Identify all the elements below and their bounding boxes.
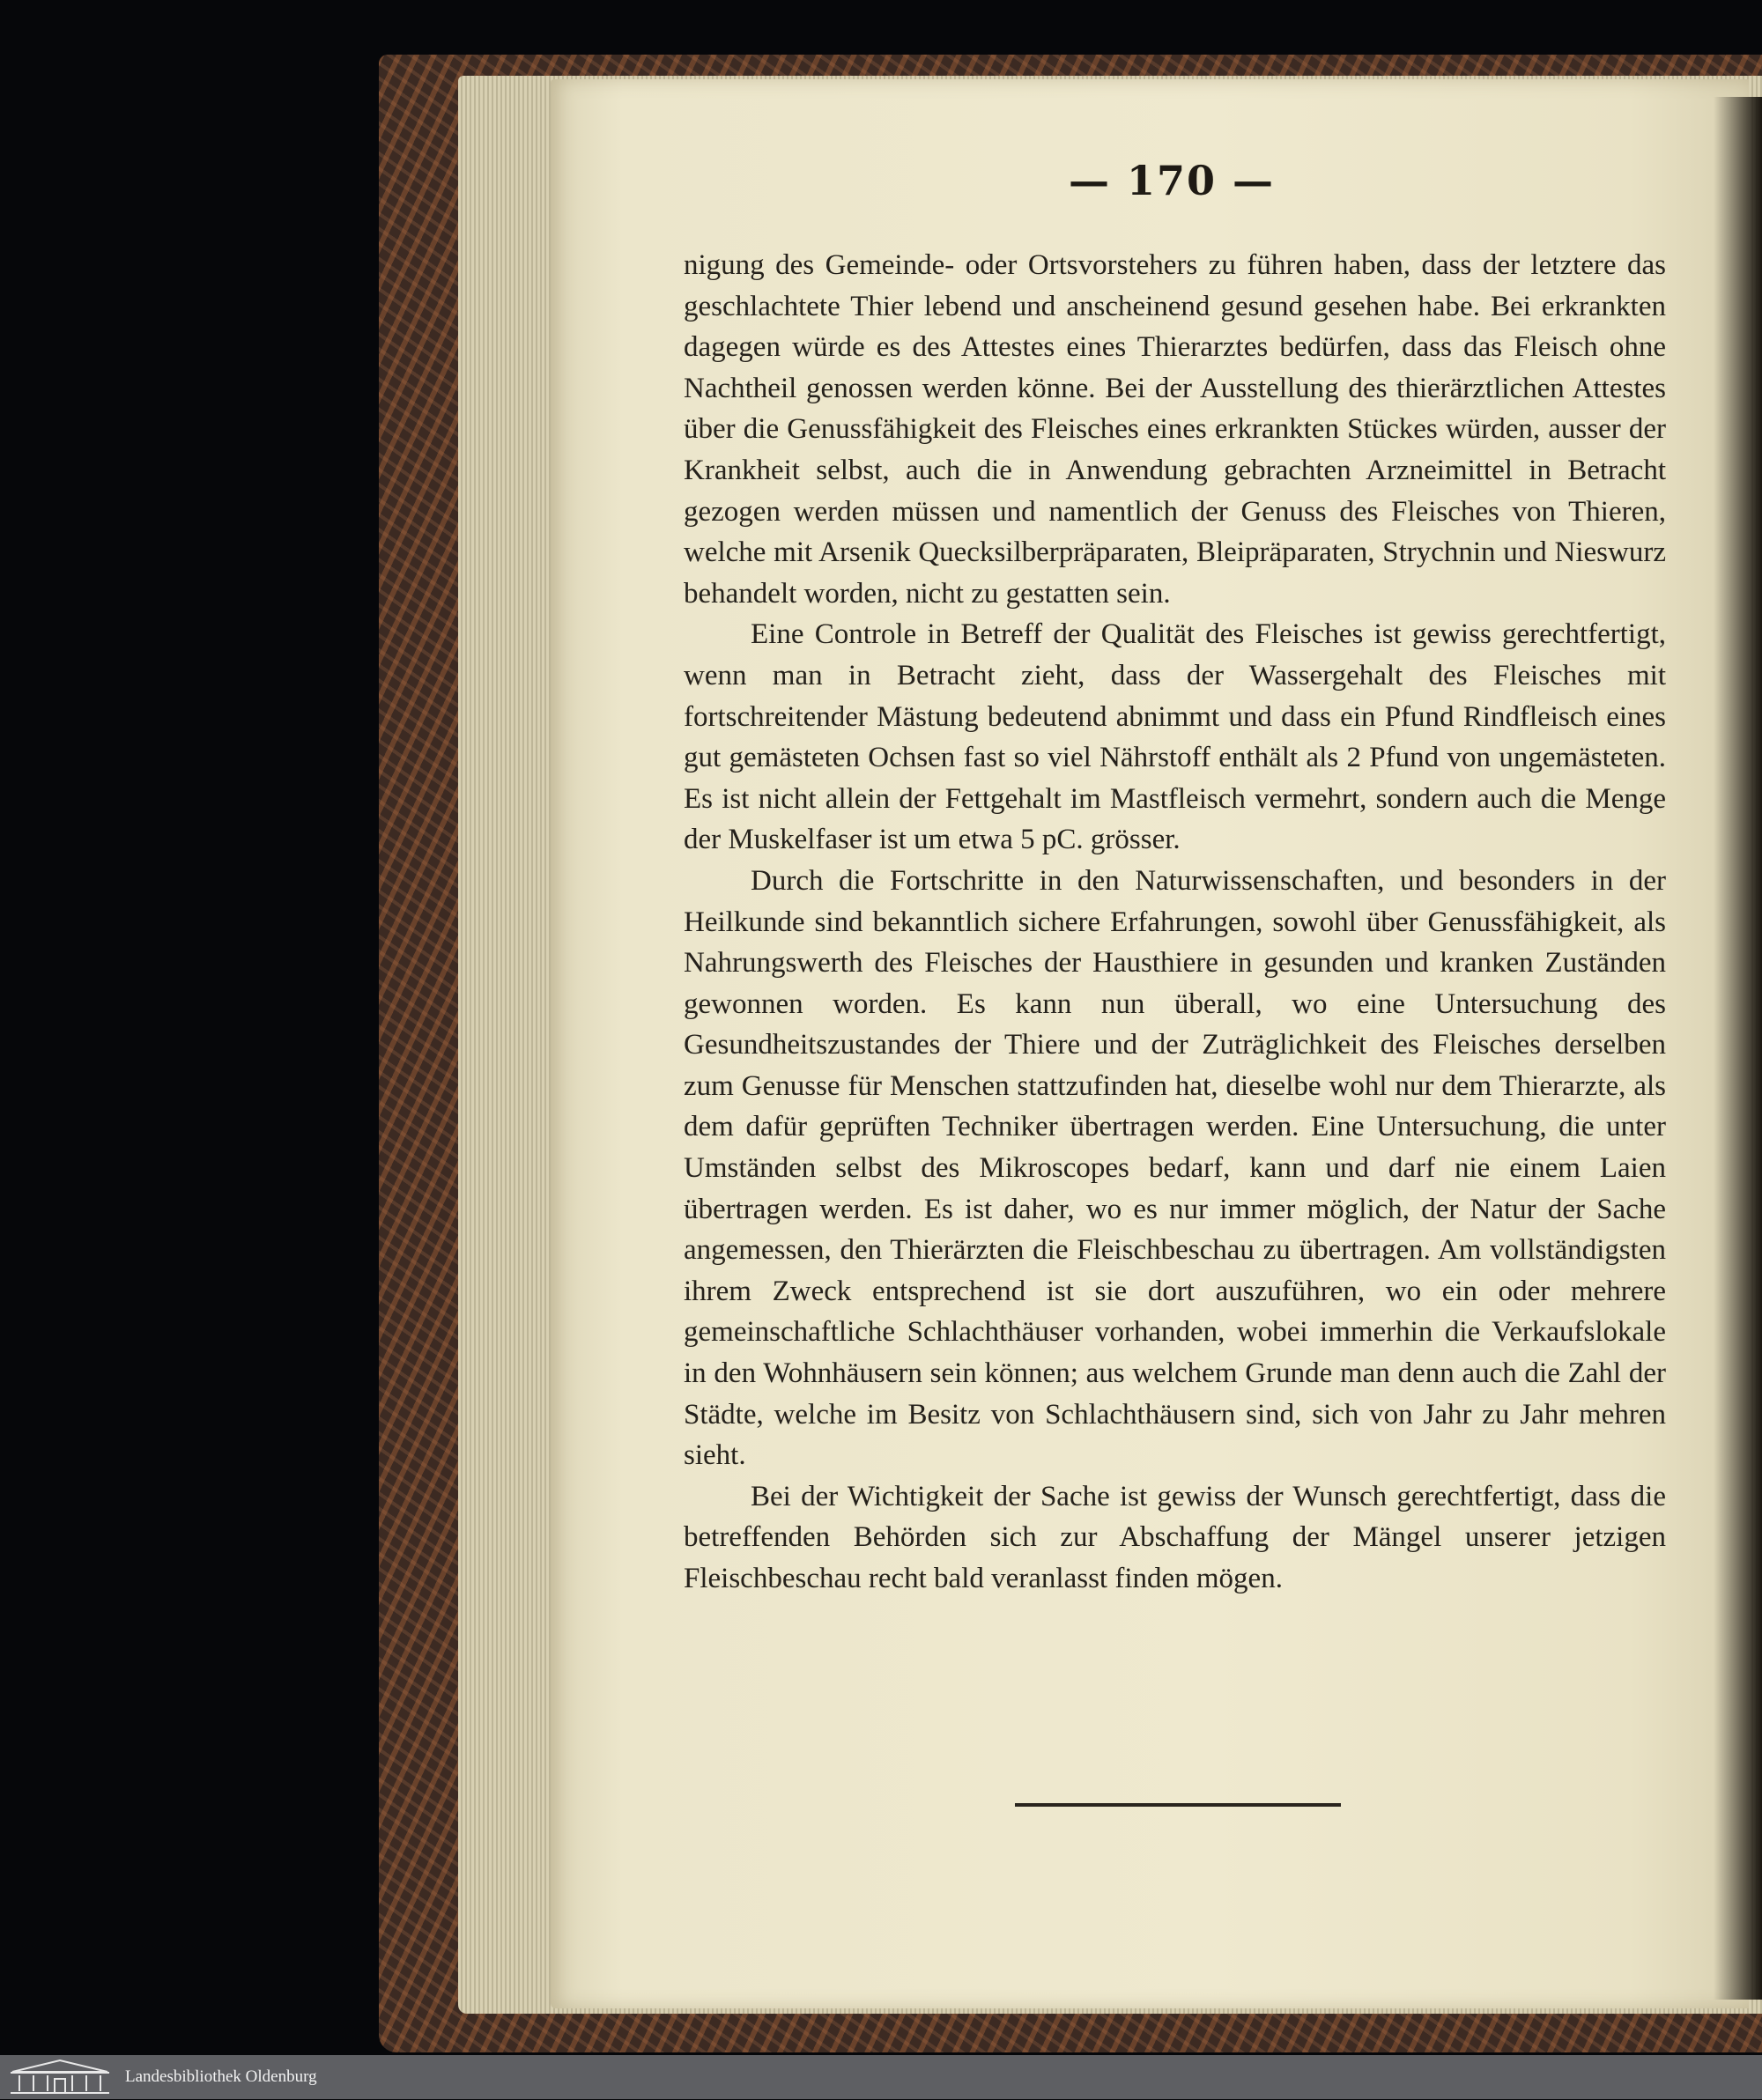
library-name: Landesbibliothek Oldenburg — [125, 2067, 317, 2086]
library-footer-bar — [0, 2055, 1762, 2099]
paragraph: Durch die Fortschritte in den Naturwissenschaften, und besonders in der Heilkunde sind bekanntlich sichere Erfahrungen, sowohl über Genussfähigkeit, als Nahrungswerth des Fleisches der Hausthiere in gesunden und kranken Zuständen gewonnen worden. Es kann nun überall, wo eine Untersuchung des Gesundheitszustandes der Thiere und der Zuträglichkeit des Fleisches derselben zum Genusse für Menschen stattzufinden hat, dieselbe wohl nur dem Thierarzte, als dem dafür geprüften Techniker übertragen werden. Eine Untersuchung, die unter Umständen selbst des Mikroscopes bedarf, kann und darf nie einem Laien übertragen werden. Es ist daher, wo es nur immer möglich, der Natur der Sache angemessen, den Thierärzten die Fleischbeschau zu übertragen. Am vollständigsten ihrem Zweck entsprechend ist sie dort auszuführen, wo ein oder mehrere gemeinschaftliche Schlachthäuser vorhanden, wobei immerhin die Verkaufslokale in den Wohnhäusern sein können; aus welchem Grunde man denn auch die Zahl der Städte, welche im Besitz von Schlachthäusern sind, sich von Jahr zu Jahr mehren sieht. — [684, 864, 1666, 1472]
paragraph: Eine Controle in Betreff der Qualität des Fleisches ist gewiss gerechtfertigt, wenn man in Betracht zieht, dass der Wassergehalt des Fleisches mit fortschreitender Mästung bedeutend abnimmt und dass ein Pfund Rindfleisch eines gut gemästeten Ochsen fast so viel Nährstoff enthält als 2 Pfund von ungemästeten. Es ist nicht allein der Fettgehalt im Mastfleisch vermehrt, sondern auch die Menge der Muskelfaser ist um etwa 5 pC. grösser. — [684, 618, 1666, 856]
page-gutter-shadow — [1714, 97, 1762, 2000]
library-building-icon — [7, 2058, 113, 2096]
paragraph: Bei der Wichtigkeit der Sache ist gewiss der Wunsch gerechtfertigt, dass die betreffenden Behörden sich zur Abschaffung der Mängel unserer jetzigen Fleischbeschau recht bald veranlasst finden mögen. — [684, 1480, 1666, 1594]
end-rule-divider — [1015, 1803, 1341, 1807]
page-body-text — [684, 245, 1666, 1600]
page-number: — 170 — — [1068, 157, 1276, 204]
paragraph: nigung des Gemeinde- oder Ortsvorstehers zu führen haben, dass der letztere das geschlachtete Thier lebend und anscheinend gesund gesehen habe. Bei erkrankten dagegen würde es des Attestes eines Thierarztes bedürfen, dass das Fleisch ohne Nachtheil genossen werden könne. Bei der Ausstellung des thierärztlichen Attestes über die Genussfähigkeit des Fleisches eines erkrankten Stückes würden, ausser der Krankheit selbst, auch die in Anwendung gebrachten Arzneimittel in Betracht gezogen werden müssen und namentlich der Genuss des Fleisches von Thieren, welche mit Arsenik Quecksilberpräparaten, Bleipräparaten, Strychnin und Nieswurz behandelt worden, nicht zu gestatten sein. — [684, 249, 1666, 610]
